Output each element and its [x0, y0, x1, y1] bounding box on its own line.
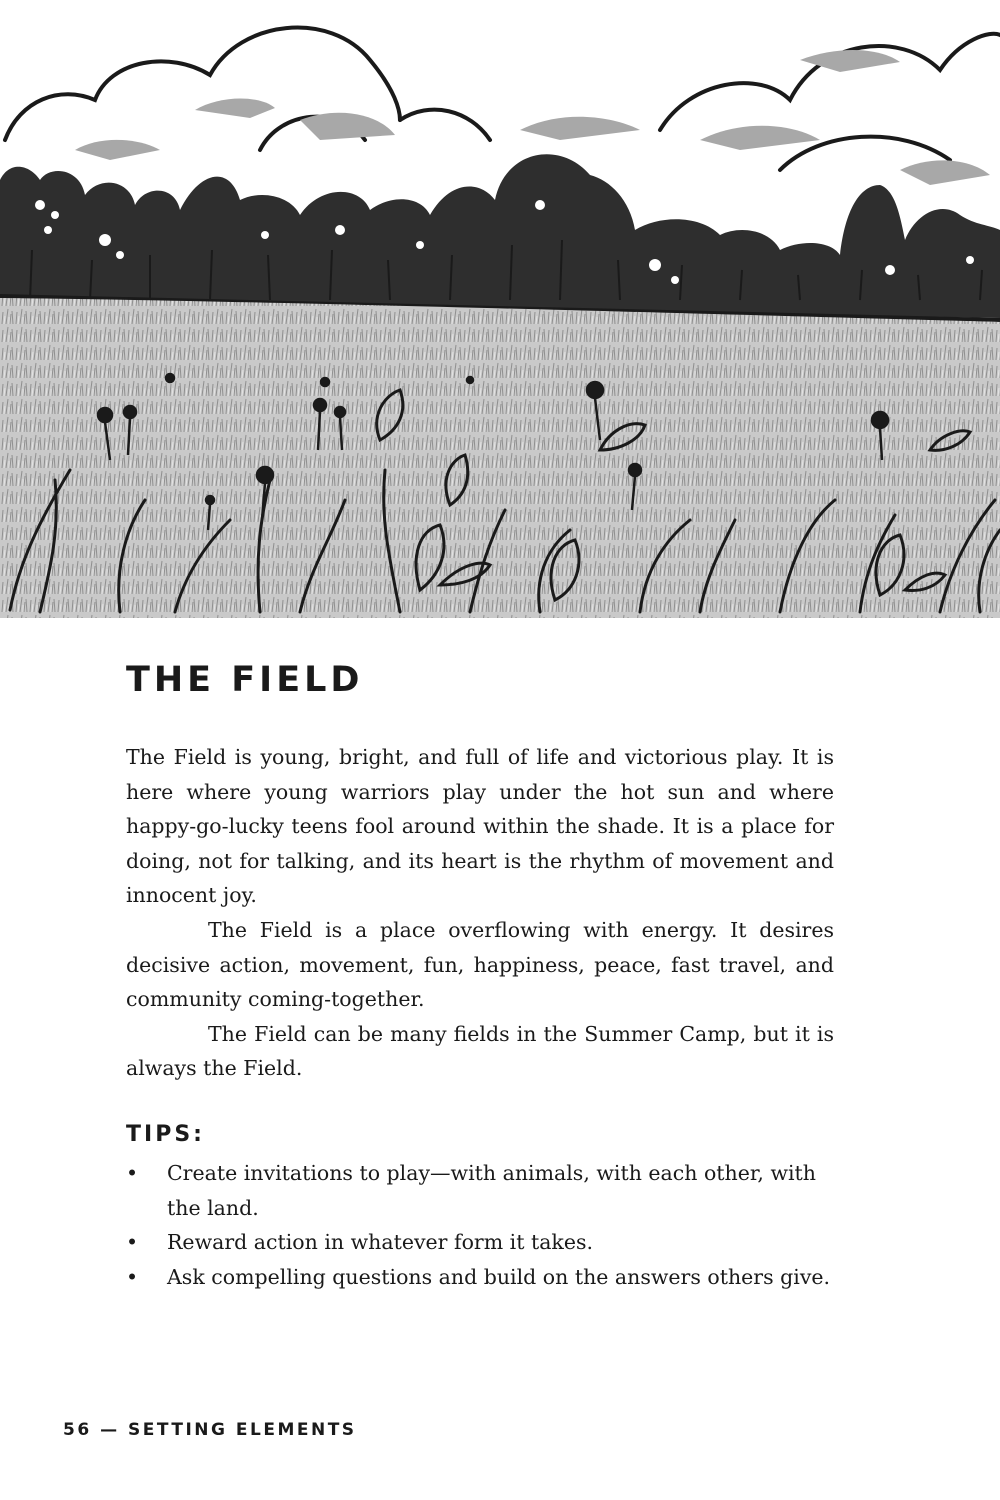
bullet: •	[126, 1264, 139, 1289]
body-text	[126, 740, 834, 1086]
list-item	[126, 1156, 834, 1225]
list-item	[126, 1260, 834, 1295]
list-item-text: Reward action in whatever form it takes.	[167, 1230, 594, 1255]
footer-separator: —	[100, 1420, 120, 1440]
list-item-text: Create invitations to play—with animals, with each other, with the land.	[167, 1161, 817, 1220]
page-title: THE FIELD	[126, 660, 364, 700]
bullet: •	[126, 1161, 139, 1185]
list-item	[126, 1225, 834, 1260]
field-illustration	[0, 0, 1000, 618]
bullet: •	[126, 1230, 139, 1255]
page-number: 56	[63, 1420, 92, 1440]
section-name: SETTING ELEMENTS	[128, 1420, 357, 1440]
list-item-text: Ask compelling questions and build on the answers others give.	[167, 1264, 831, 1289]
tips-heading: TIPS:	[126, 1122, 205, 1147]
paragraph: The Field is a place overflowing with energy. It desires decisive action, movement, fun, happiness, peace, fast travel, and community coming-together.	[126, 917, 834, 1012]
paragraph: The Field can be many fields in the Summer Camp, but it is always the Field.	[126, 1021, 834, 1081]
paragraph: The Field is young, bright, and full of life and victorious play. It is here where young warriors play under the hot sun and where happy-go-lucky teens fool around within the shade. It is a place for doing, not for talking, and its heart is the rhythm of movement and innocent joy.	[126, 745, 834, 908]
tips-list	[126, 1156, 834, 1294]
page-footer	[63, 1420, 357, 1440]
